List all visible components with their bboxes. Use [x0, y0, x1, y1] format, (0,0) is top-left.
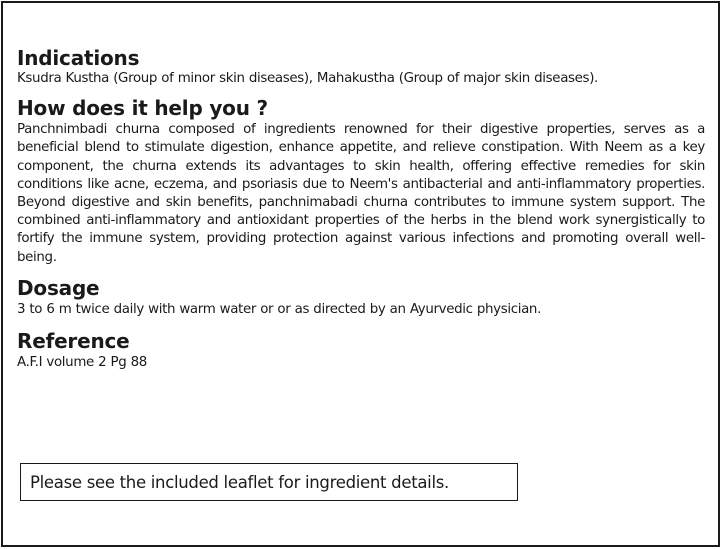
dosage-heading: Dosage — [17, 275, 100, 300]
how-it-helps-heading: How does it help you ? — [17, 96, 268, 121]
dosage-section — [17, 277, 705, 319]
reference-text: A.F.I volume 2 Pg 88 — [17, 355, 147, 371]
how-it-helps-section — [17, 97, 705, 267]
product-info-panel — [1, 1, 720, 547]
indications-heading: Indications — [17, 46, 140, 70]
leaflet-note-text: Please see the included leaflet for ingredient details. — [30, 472, 449, 492]
indications-section — [17, 47, 705, 88]
indications-text: Ksudra Kustha (Group of minor skin diseases), Mahakustha (Group of major skin diseases). — [17, 71, 598, 86]
dosage-text: 3 to 6 m twice daily with warm water or or as directed by an Ayurvedic physician. — [17, 301, 541, 317]
leaflet-note-box — [20, 463, 518, 501]
how-it-helps-text: Panchnimbadi churna composed of ingredients renowned for their digestive properties, serves as a beneficial blend to stimulate digestion, enhance appetite, and relieve constipation. With Neem as a key component, the churna extends its advantages to skin health, offering effective remedies for skin conditions like acne, eczema, and psoriasis due to Neem's antibacterial and anti-inflammatory properties. Beyond digestive and skin benefits, panchnimabadi churna contributes to immune system support. The combined anti-inflammatory and antioxidant properties of the herbs in the blend work synergistically to fortify the immune system, providing protection against various infections and promoting overall well-being. — [17, 122, 705, 265]
reference-section — [17, 330, 705, 372]
reference-heading: Reference — [17, 329, 130, 354]
content-area — [17, 47, 705, 372]
